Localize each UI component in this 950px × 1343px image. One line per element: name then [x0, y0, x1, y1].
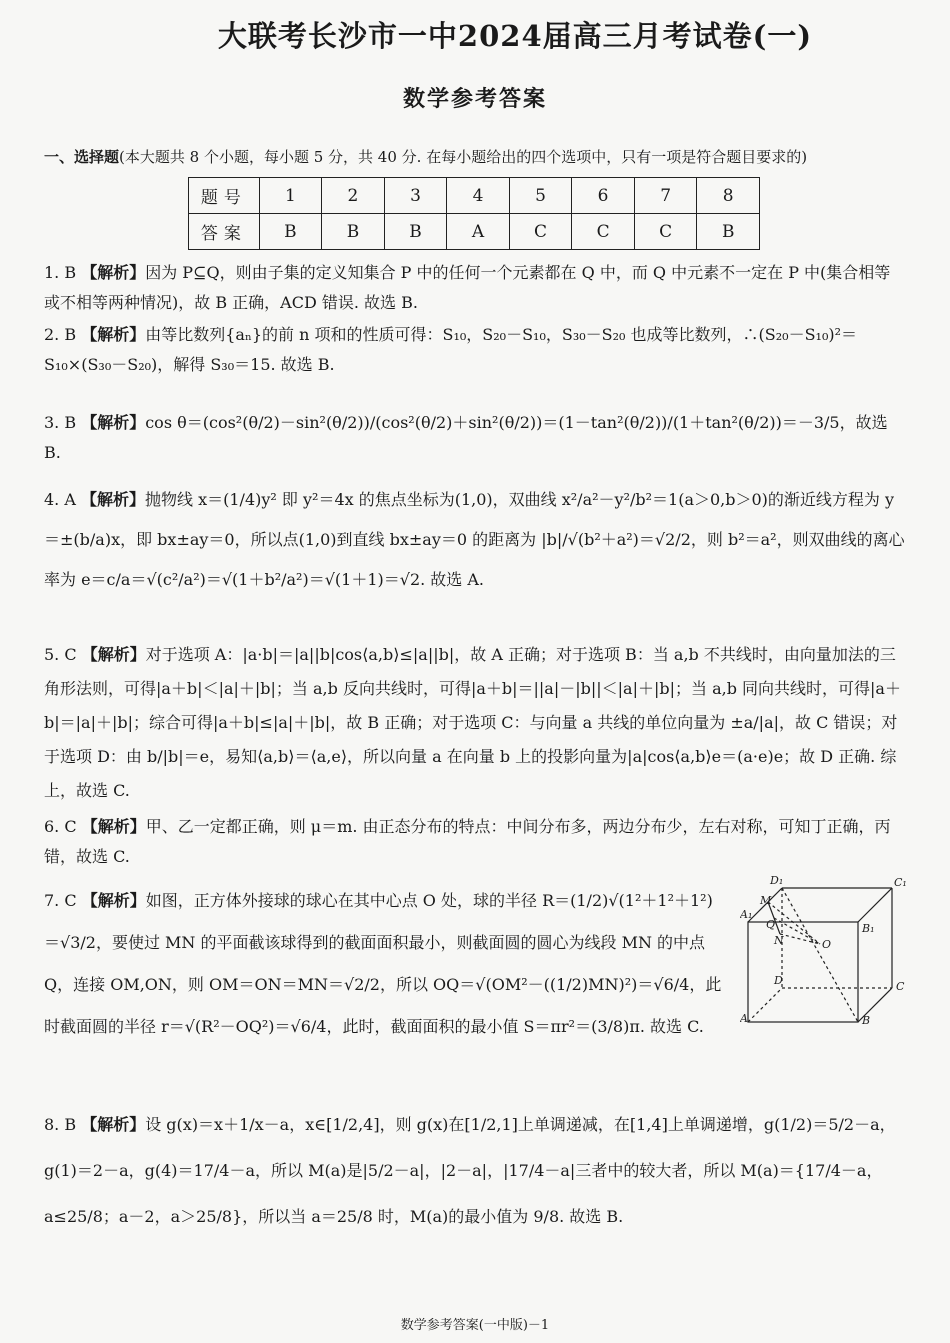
item-text: 设 g(x)＝x＋1/x－a，x∈[1/2,4]，则 g(x)在[1/2,1]上单调递减，在[1,4]上单调递增，g(1/2)＝5/2－a，g(1)＝2－a，g(4)＝17/4－a，所以 M(a)是|5/2－a|，|2－a|，|17/4－a|三者中的较大者，所以 M(a)＝{17/4－a，a≤25/8；a－2，a＞25/8}，所以当 a＝25/8 时，M(a)的最小值为 9/8. 故选 B. [44, 1115, 896, 1226]
item-number: 3. B [44, 413, 77, 432]
table-cell: C [509, 214, 572, 250]
analysis-tag: 【解析】 [81, 263, 146, 282]
table-cell: C [634, 214, 697, 250]
table-cell: B [322, 214, 385, 250]
table-cell: B [259, 214, 322, 250]
item-number: 7. C [44, 891, 77, 910]
item-text: 如图，正方体外接球的球心在其中心点 O 处，球的半径 R＝(1/2)√(1²＋1²＋1²)＝√3/2，要使过 MN 的平面截该球得到的截面面积最小，则截面圆的圆心为线段 MN 的中点 Q，连接 OM,ON，则 OM＝ON＝MN＝√2/2，所以 OQ＝√(OM²－((1/2)MN)²)＝√6/4，此时截面圆的半径 r＝√(R²－OQ²)＝√6/4，此时，截面面积的最小值 S＝πr²＝(3/8)π. 故选 C. [44, 891, 722, 1036]
item-text: 由等比数列{aₙ}的前 n 项和的性质可得：S₁₀，S₂₀－S₁₀，S₃₀－S₂₀ 也成等比数列，∴(S₂₀－S₁₀)²＝S₁₀×(S₃₀－S₂₀)，解得 S₃₀＝15. 故选 B. [44, 325, 858, 374]
analysis-tag: 【解析】 [81, 891, 146, 910]
cube-figure [740, 872, 910, 1032]
analysis-tag: 【解析】 [81, 413, 146, 432]
item-text: 抛物线 x＝(1/4)y² 即 y²＝4x 的焦点坐标为(1,0)，双曲线 x²/a²－y²/b²＝1(a＞0,b＞0)的渐近线方程为 y＝±(b/a)x，即 bx±ay＝0，所以点(1,0)到直线 bx±ay＝0 的距离为 |b|/√(b²＋a²)＝√2/2，则 b²＝a²，则双曲线的离心率为 e＝c/a＝√(c²/a²)＝√(1＋b²/a²)＝√(1＋1)＝√2. 故选 A. [44, 490, 905, 589]
label-B1: B₁ [862, 922, 875, 935]
solution-1 [44, 258, 906, 318]
section-title: 一、选择题 [44, 148, 120, 166]
item-number: 8. B [44, 1115, 77, 1134]
label-O: O [822, 938, 832, 951]
solution-7 [44, 880, 724, 1048]
solution-5 [44, 638, 906, 808]
table-cell: 5 [509, 178, 572, 214]
table-cell: 2 [322, 178, 385, 214]
table-row-numbers [189, 178, 760, 214]
page-title: 大联考长沙市一中2024届高三月考试卷(一) [217, 19, 813, 53]
item-number: 6. C [44, 817, 77, 836]
solution-2 [44, 320, 906, 380]
label-M: M [760, 894, 772, 907]
label-A: A [740, 1012, 748, 1025]
item-text: 因为 P⊆Q，则由子集的定义知集合 P 中的任何一个元素都在 Q 中，而 Q 中元素不一定在 P 中(集合相等或不相等两种情况)，故 B 正确，ACD 错误. 故选 B. [44, 263, 891, 312]
label-C1: C₁ [894, 876, 907, 889]
table-answer-label: 答案 [189, 214, 260, 250]
table-cell: B [384, 214, 447, 250]
answer-table [188, 177, 760, 250]
table-cell: 8 [697, 178, 760, 214]
label-D: D [774, 974, 783, 987]
table-cell: 7 [634, 178, 697, 214]
label-A1: A₁ [740, 908, 753, 921]
label-B: B [862, 1014, 871, 1027]
item-text: cos θ＝(cos²(θ/2)－sin²(θ/2))/(cos²(θ/2)＋sin²(θ/2))＝(1－tan²(θ/2))/(1＋tan²(θ/2))＝－3/5，故选 B. [44, 413, 888, 462]
solution-4 [44, 480, 906, 600]
item-number: 2. B [44, 325, 77, 344]
section-description: (本大题共 8 个小题，每小题 5 分，共 40 分. 在每小题给出的四个选项中，只有一项是符合题目要求的) [119, 148, 808, 166]
solution-8 [44, 1102, 906, 1240]
solution-3 [44, 408, 906, 468]
table-cell: A [447, 214, 510, 250]
label-N: N [774, 934, 784, 947]
item-text: 对于选项 A：|a·b|＝|a||b|cos⟨a,b⟩≤|a||b|，故 A 正确；对于选项 B：当 a,b 不共线时，由向量加法的三角形法则，可得|a＋b|＜|a|＋|b|；当 a,b 反向共线时，可得|a＋b|＝||a|－|b||＜|a|＋|b|；当 a,b 同向共线时，可得|a＋b|＝|a|＋|b|；综合可得|a＋b|≤|a|＋|b|，故 B 正确；对于选项 C：与向量 a 共线的单位向量为 ±a/|a|，故 C 错误；对于选项 D：由 b/|b|＝e，易知⟨a,b⟩＝⟨a,e⟩，所以向量 a 在向量 b 上的投影向量为|a|cos⟨a,b⟩e＝(a·e)e；故 D 正确. 综上，故选 C. [44, 645, 901, 800]
analysis-tag: 【解析】 [81, 645, 146, 664]
analysis-tag: 【解析】 [81, 325, 146, 344]
solution-6 [44, 812, 906, 872]
table-cell: 4 [447, 178, 510, 214]
analysis-tag: 【解析】 [81, 817, 146, 836]
label-Q: Q [766, 918, 776, 931]
table-cell: 1 [259, 178, 322, 214]
section-heading [44, 146, 914, 167]
page-footer: 数学参考答案(一中版)－1 [400, 1318, 550, 1333]
table-cell: 3 [384, 178, 447, 214]
analysis-tag: 【解析】 [81, 1115, 146, 1134]
analysis-tag: 【解析】 [81, 490, 146, 509]
item-number: 5. C [44, 645, 77, 664]
table-row-answers [189, 214, 760, 250]
cube-front-face [748, 922, 858, 1022]
table-cell: C [572, 214, 635, 250]
label-C: C [896, 980, 905, 993]
page-subtitle: 数学参考答案 [402, 86, 547, 112]
label-D1: D₁ [770, 874, 784, 887]
table-cell: 6 [572, 178, 635, 214]
item-text: 甲、乙一定都正确，则 μ＝m. 由正态分布的特点：中间分布多，两边分布少，左右对称，可知丁正确，丙错，故选 C. [44, 817, 891, 866]
table-header-label: 题号 [189, 178, 260, 214]
item-number: 4. A [44, 490, 76, 509]
table-cell: B [697, 214, 760, 250]
item-number: 1. B [44, 263, 77, 282]
